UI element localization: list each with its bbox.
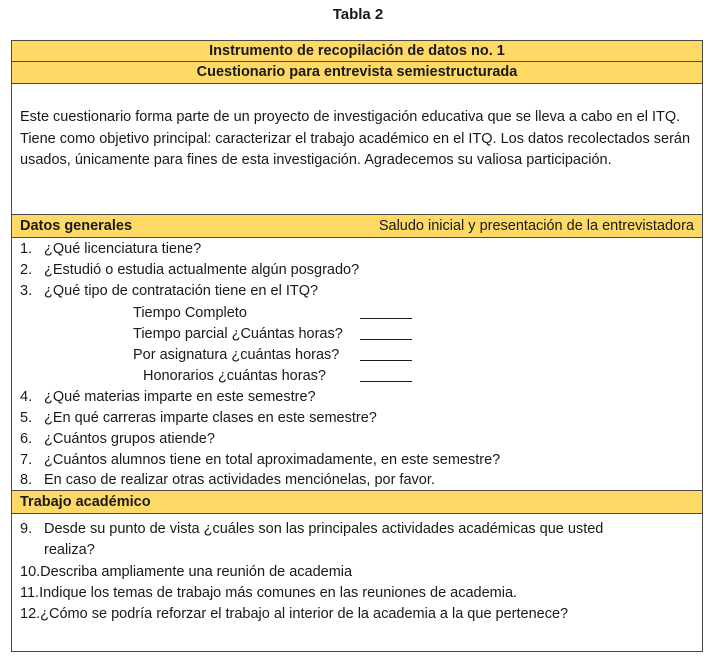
questionnaire-subtitle: Cuestionario para entrevista semiestructurada xyxy=(12,62,702,84)
academic-work-title: Trabajo académico xyxy=(20,494,151,510)
general-data-title: Datos generales xyxy=(20,218,133,234)
table-caption: Tabla 2 xyxy=(332,6,384,23)
answer-blank xyxy=(360,345,412,361)
answer-blank xyxy=(360,303,412,319)
intro-text: Este cuestionario forma parte de un proyecto de investigación educativa que se lleva a cabo en el ITQ. Tiene como objetivo principal: caracterizar el trabajo académico en el ITQ. Los datos recolectados serán usados, únicamente para fines de esta investigación. Agradecemos su valiosa participación. xyxy=(20,109,691,168)
general-data-header xyxy=(12,215,702,238)
answer-blank xyxy=(360,366,412,382)
academic-work-header xyxy=(12,491,702,514)
answer-blank xyxy=(360,324,412,340)
instrument-title: Instrumento de recopilación de datos no. 1 xyxy=(12,41,702,62)
greeting-note: Saludo inicial y presentación de la entrevistadora xyxy=(378,218,694,234)
general-questions-row: 1. ¿Qué licenciatura tiene? 2. ¿Estudió o estudia actualmente algún posgrado? 3. ¿Qué tipo de contratación tiene en el ITQ? Tiempo Completo Tiempo parcial ¿Cuántas horas? Por asignatura ¿cuántas horas? Honorarios ¿cuántas horas? 4. ¿Qué materias imparte en este semestre? 5. ¿En qué carreras imparte clases en este semestre? 6. ¿Cuántos grupos atiende? 7. ¿Cuántos alumnos tiene en total aproximadamente, en este semestre? 8. En caso de realizar otras actividades menciónelas, por favor. xyxy=(12,238,702,491)
questionnaire-table: Instrumento de recopilación de datos no. 1 Cuestionario para entrevista semiestructurada Este cuestionario forma parte de un proyecto de investigación educativa que se lleva a cabo en el ITQ. Tiene como objetivo principal: caracterizar el trabajo académico en el ITQ. Los datos recolectados serán usados, únicamente para fines de esta investigación. Agradecemos su valiosa participación. Datos generales Saludo inicial y presentación de la entrevistadora 1. ¿Qué licenciatura tiene? 2. ¿Estudió o estudia actualmente algún posgrado? 3. ¿Qué tipo de contratación tiene en el ITQ? Tiempo Completo Tiempo parcial ¿Cuántas horas? Por asignatura ¿cuántas horas? Honorarios ¿cuántas horas? 4. ¿Qué materias imparte en este semestre? 5. ¿En qué carreras imparte clases en este semestre? 6. ¿Cuántos grupos atiende? 7. ¿Cuántos alumnos tiene en total aproximadamente, en este semestre? 8. En caso de realizar otras actividades menciónelas, por favor. Trabajo académico 9. Desde su punto de vista ¿cuáles son las principales actividades académicas que usted realiza? 10.Describa ampliamente una reunión de academia 11.Indique los temas de trabajo más comunes en las reuniones de academia. 12.¿Cómo se podría reforzar el trabajo al interior de la academia a la que pertenece? xyxy=(11,40,703,652)
